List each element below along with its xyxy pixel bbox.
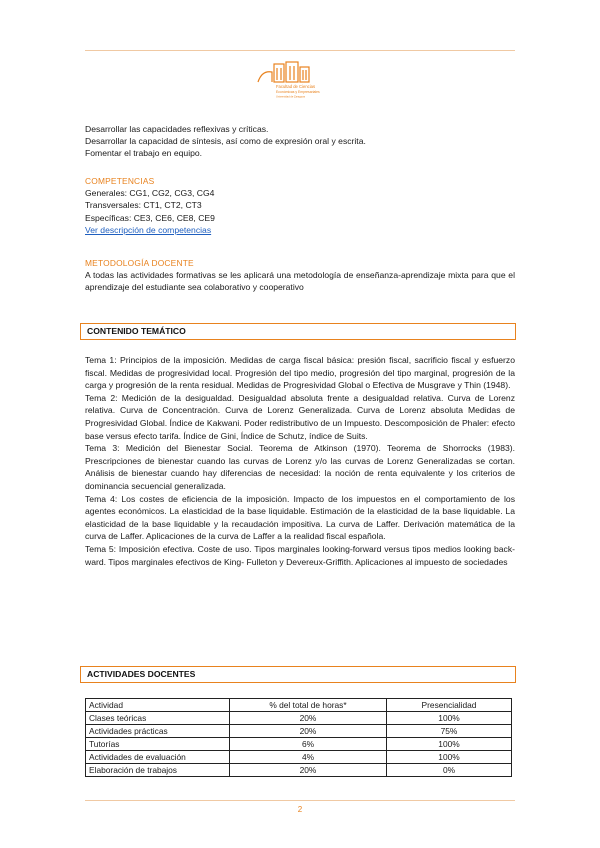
intro-objectives bbox=[85, 123, 515, 160]
actividades-table bbox=[85, 698, 512, 777]
intro-line: Fomentar el trabajo en equipo. bbox=[85, 148, 203, 159]
table-cell: 6% bbox=[230, 738, 387, 751]
svg-text:Universidad de Zaragoza: Universidad de Zaragoza bbox=[276, 95, 305, 98]
table-cell: 20% bbox=[230, 725, 387, 738]
table-cell: 100% bbox=[387, 712, 512, 725]
table-cell: 20% bbox=[230, 764, 387, 777]
competencias-link[interactable]: Ver descripción de competencias bbox=[85, 224, 212, 235]
competencias-generales: Generales: CG1, CG2, CG3, CG4 bbox=[85, 188, 215, 199]
svg-text:Económicas y Empresariales: Económicas y Empresariales bbox=[276, 90, 320, 94]
metodologia-title: METODOLOGÍA DOCENTE bbox=[85, 258, 194, 268]
table-cell: 4% bbox=[230, 751, 387, 764]
competencias-transversales: Transversales: CT1, CT2, CT3 bbox=[85, 200, 202, 211]
table-row bbox=[86, 725, 512, 738]
faculty-logo bbox=[252, 58, 332, 98]
table-cell: Tutorías bbox=[86, 738, 230, 751]
table-cell: Actividades prácticas bbox=[86, 725, 230, 738]
table-cell: 100% bbox=[387, 738, 512, 751]
contenido-body bbox=[85, 354, 515, 568]
competencias-title: COMPETENCIAS bbox=[85, 176, 155, 186]
table-cell: Actividades de evaluación bbox=[86, 751, 230, 764]
table-row bbox=[86, 712, 512, 725]
table-cell: 20% bbox=[230, 712, 387, 725]
competencias-section bbox=[85, 175, 515, 236]
intro-line: Desarrollar la capacidad de síntesis, así como de expresión oral y escrita. bbox=[85, 136, 366, 147]
tema-3: Tema 3: Medición del Bienestar Social. Teorema de Atkinson (1970). Teorema de Shorrocks (1983). Prescripciones de bienestar cuando las curvas de Lorenz y/o las curvas de Lorenz Generalizadas se cortan. Análisis de bienestar cuando hay diferencias de necesidad: la noción de renta equivalente y los criterios de dominancia secuencial generalizada. bbox=[85, 443, 515, 491]
tema-4: Tema 4: Los costes de eficiencia de la imposición. Impacto de los impuestos en el comportamiento de los agentes económicos. La elasticidad de la base liquidable. Estimación de la elasticidad de la base liquidable. La elasticidad de la base liquidable y la recaudación impositiva. La curva de Laffer. Derivación matemática de la curva de Laffer. Aplicaciones de la curva de Laffer a la realidad fiscal española. bbox=[85, 493, 515, 542]
footer-rule bbox=[85, 800, 515, 801]
table-cell: 100% bbox=[387, 751, 512, 764]
table-row bbox=[86, 751, 512, 764]
metodologia-text: A todas las actividades formativas se les aplicará una metodología de enseñanza-aprendizaje mixta para que el aprendizaje del estudiante sea colaborativo y cooperativo bbox=[85, 270, 515, 293]
table-header-cell: Actividad bbox=[86, 699, 230, 712]
table-row bbox=[86, 738, 512, 751]
metodologia-section bbox=[85, 257, 515, 294]
svg-text:Facultad de Ciencias: Facultad de Ciencias bbox=[276, 84, 316, 89]
tema-1: Tema 1: Principios de la imposición. Medidas de carga fiscal básica: presión fiscal, sacrificio fiscal y esfuerzo fiscal. Medidas de progresividad local. Progresión del tipo medio, progresión del tipo marginal, progresión de la carga y progresión de la renta residual. Medidas de Progresividad Global o Efectiva de Musgrave y Thin (1948). bbox=[85, 355, 515, 391]
tema-5: Tema 5: Imposición efectiva. Coste de uso. Tipos marginales looking-forward versus tipos medios looking back-ward. Tipos marginales efectivos de King- Fulleton y Devereux-Griffith. Aplicaciones al impuesto de sociedades bbox=[85, 543, 515, 567]
actividades-title: ACTIVIDADES DOCENTES bbox=[80, 666, 516, 683]
table-header-cell: % del total de horas* bbox=[230, 699, 387, 712]
table-cell: 0% bbox=[387, 764, 512, 777]
page-number: 2 bbox=[297, 805, 303, 814]
table-cell: Elaboración de trabajos bbox=[86, 764, 230, 777]
table-header-cell: Presencialidad bbox=[387, 699, 512, 712]
competencias-especificas: Específicas: CE3, CE6, CE8, CE9 bbox=[85, 212, 215, 223]
table-row bbox=[86, 764, 512, 777]
table-cell: Clases teóricas bbox=[86, 712, 230, 725]
table-header-row bbox=[86, 699, 512, 712]
tema-2: Tema 2: Medición de la desigualdad. Desigualdad absoluta frente a desigualdad relativa. Curva de Lorenz relativa. Curva de Concentración. Curva de Lorenz Generalizada. Curva de Lorenz absoluta Medidas de Progresividad Global. Índice de Kakwani. Poder redistributivo de un Impuesto. Descomposición de Phaler: efecto base versus efecto tarifa. Índice de Gini, Índice de Schutz, índice de Suits. bbox=[85, 392, 515, 441]
header-rule bbox=[85, 50, 515, 51]
contenido-title: CONTENIDO TEMÁTICO bbox=[80, 323, 516, 340]
table-cell: 75% bbox=[387, 725, 512, 738]
intro-line: Desarrollar las capacidades reflexivas y críticas. bbox=[85, 124, 269, 134]
